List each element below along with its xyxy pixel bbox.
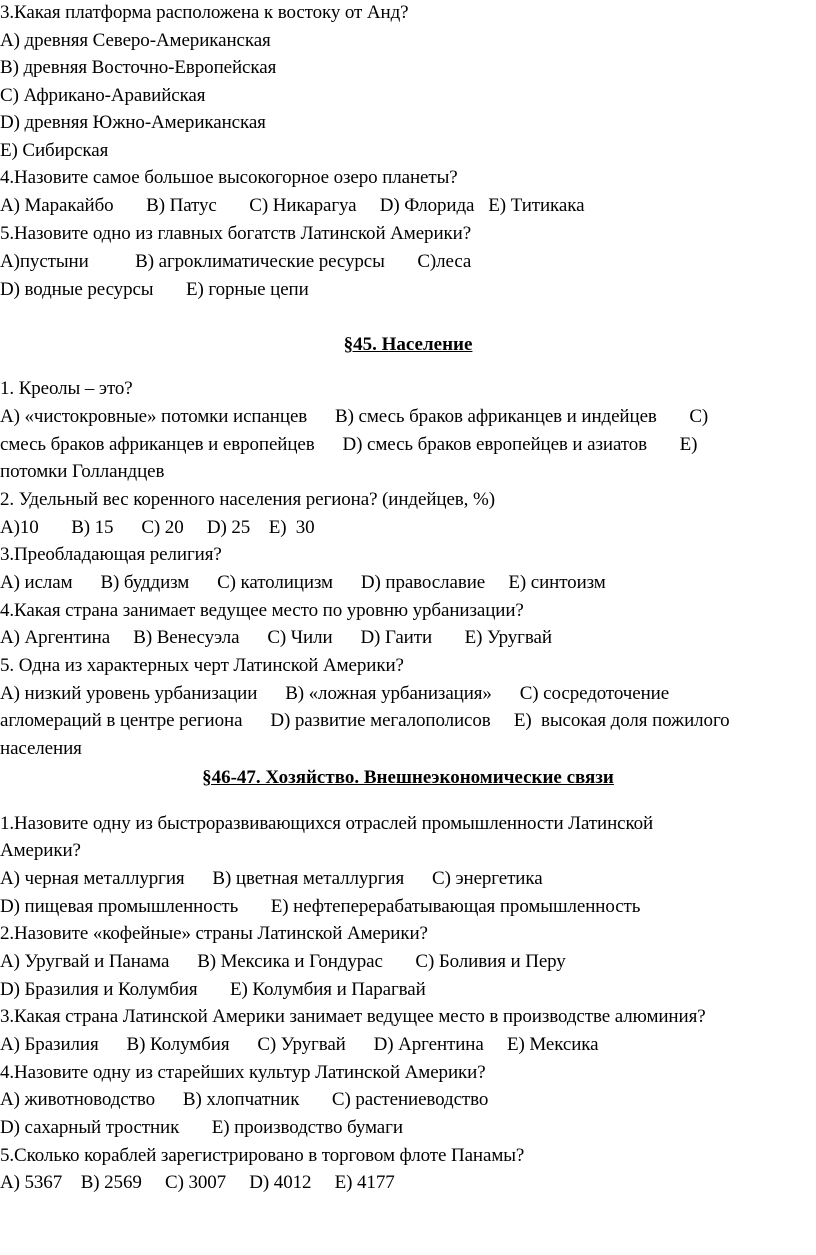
question-5-text: 5. Одна из характерных черт Латинской Америки? — [0, 655, 404, 676]
answer-line: D) водные ресурсы E) горные цепи — [0, 279, 309, 300]
question-3-text: 3.Преобладающая религия? — [0, 544, 222, 565]
question-4-text: 4.Назовите самое большое высокогорное озеро планеты? — [0, 167, 458, 188]
section-heading-45: §45. Население — [343, 334, 473, 355]
question-3-text: 3.Какая страна Латинской Америки занимает ведущее место в производстве алюминия? — [0, 1006, 706, 1027]
question-1-text: Америки? — [0, 840, 81, 861]
answer-line: B) древняя Восточно-Европейская — [0, 57, 277, 78]
answer-line: A) животноводство B) хлопчатник C) растениеводство — [0, 1089, 489, 1110]
answer-line: D) Бразилия и Колумбия E) Колумбия и Парагвай — [0, 979, 426, 1000]
question-4-text: 4.Назовите одну из старейших культур Латинской Америки? — [0, 1062, 486, 1083]
answer-line: A) древняя Северо-Американская — [0, 30, 271, 51]
question-2-text: 2.Назовите «кофейные» страны Латинской Америки? — [0, 923, 428, 944]
question-4-text: 4.Какая страна занимает ведущее место по уровню урбанизации? — [0, 600, 524, 621]
answer-line: D) пищевая промышленность E) нефтеперерабатывающая промышленность — [0, 896, 641, 917]
answer-line: A) Маракайбо B) Патус C) Никарагуа D) Флорида E) Титикака — [0, 195, 585, 216]
answer-line: A) ислам B) буддизм C) католицизм D) православие E) синтоизм — [0, 572, 606, 593]
question-3-text: 3.Какая платформа расположена к востоку от Анд? — [0, 2, 409, 23]
answer-line: A) Уругвай и Панама B) Мексика и Гондурас C) Боливия и Перу — [0, 951, 566, 972]
answer-line: A) 5367 B) 2569 C) 3007 D) 4012 E) 4177 — [0, 1172, 395, 1193]
answer-line: A) черная металлургия B) цветная металлургия C) энергетика — [0, 868, 543, 889]
answer-line: C) Африкано-Аравийская — [0, 85, 206, 106]
answer-line: E) Сибирская — [0, 140, 109, 161]
section-heading-46-47: §46-47. Хозяйство. Внешнеэкономические связи — [202, 767, 614, 788]
question-1-text: 1. Креолы – это? — [0, 378, 133, 399]
answer-line: смесь браков африканцев и европейцев D) смесь браков европейцев и азиатов E) — [0, 434, 698, 455]
answer-line: населения — [0, 738, 82, 759]
answer-line: A)пустыни B) агроклиматические ресурсы C)леса — [0, 251, 472, 272]
answer-line: A) Аргентина B) Венесуэла C) Чили D) Гаити E) Уругвай — [0, 627, 552, 648]
answer-line: A) Бразилия B) Колумбия C) Уругвай D) Аргентина E) Мексика — [0, 1034, 599, 1055]
answer-line: потомки Голландцев — [0, 461, 165, 482]
answer-line: A) низкий уровень урбанизации B) «ложная урбанизация» C) сосредоточение — [0, 683, 670, 704]
answer-line: агломераций в центре региона D) развитие мегалополисов E) высокая доля пожилого — [0, 710, 730, 731]
question-1-text: 1.Назовите одну из быстроразвивающихся отраслей промышленности Латинской — [0, 813, 654, 834]
question-5-text: 5.Назовите одно из главных богатств Латинской Америки? — [0, 223, 472, 244]
question-2-text: 2. Удельный вес коренного населения региона? (индейцев, %) — [0, 489, 495, 510]
answer-line: A) «чистокровные» потомки испанцев B) смесь браков африканцев и индейцев C) — [0, 406, 709, 427]
question-5-text: 5.Сколько кораблей зарегистрировано в торговом флоте Панамы? — [0, 1145, 525, 1166]
answer-line: D) сахарный тростник E) производство бумаги — [0, 1117, 403, 1138]
answer-line: A)10 B) 15 C) 20 D) 25 E) 30 — [0, 517, 315, 538]
answer-line: D) древняя Южно-Американская — [0, 112, 266, 133]
